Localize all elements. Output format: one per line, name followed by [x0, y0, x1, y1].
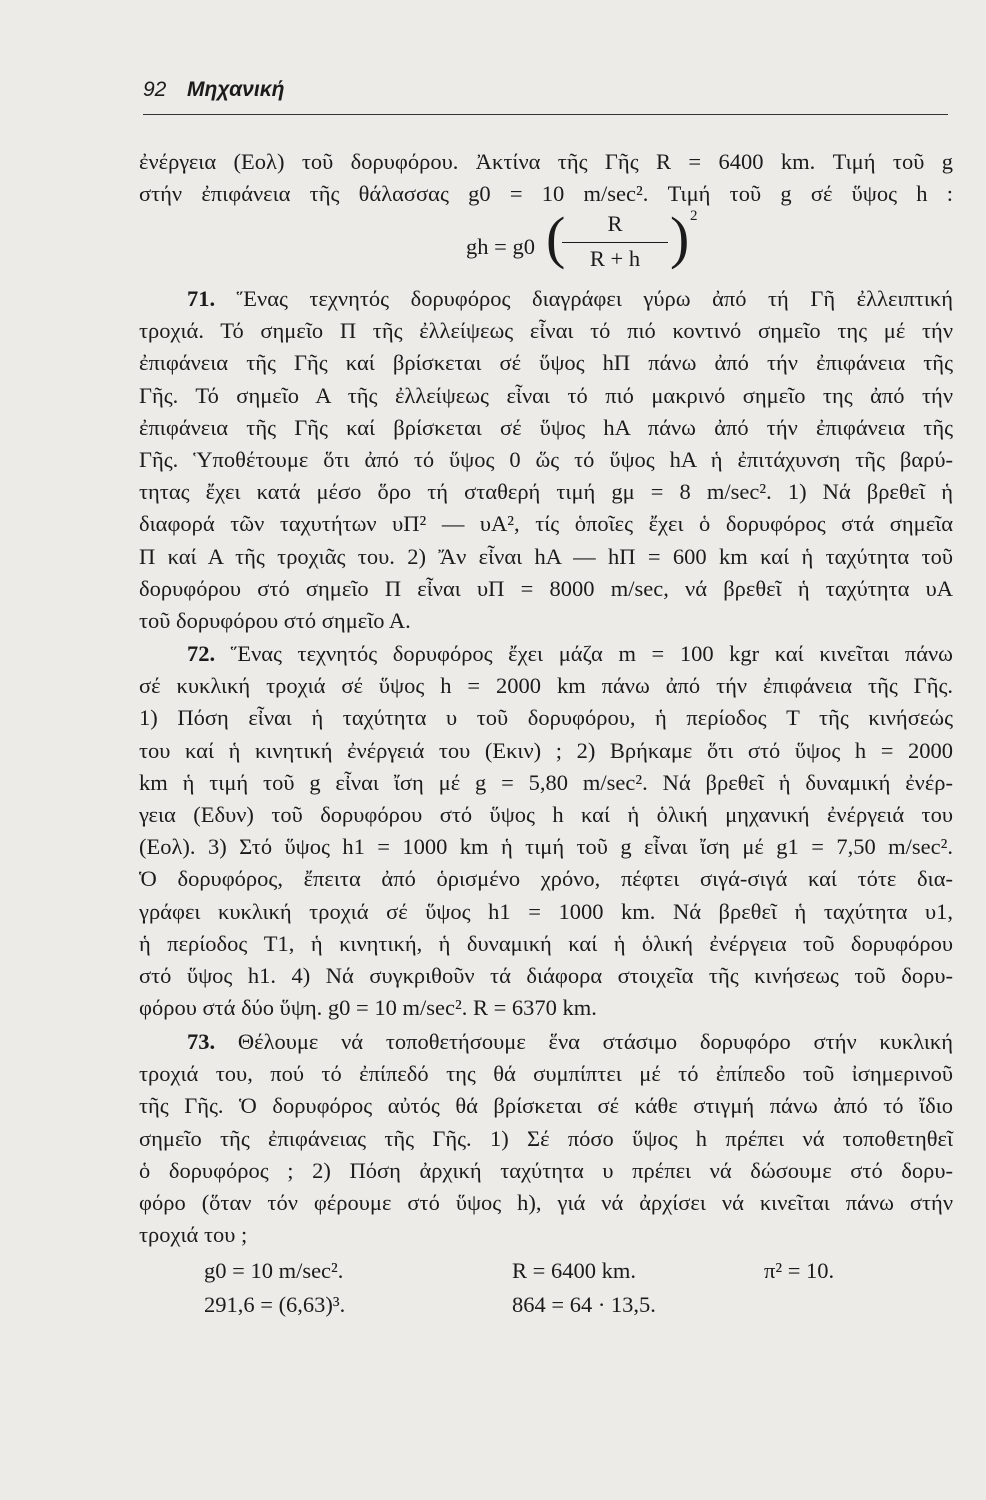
problem-number: 71.: [187, 286, 216, 311]
text-line: τροχιά του, πού τό ἐπίπεδό της θά συμπίπτει μέ τό ἐπίπεδο τοῦ ἰσημερινοῦ: [139, 1061, 953, 1087]
given-g0: g0 = 10 m/sec².: [204, 1258, 344, 1283]
text-line: 73. Θέλουμε νά τοποθετήσουμε ἕνα στάσιμο δορυφόρο στήν κυκλική: [187, 1029, 954, 1054]
text-line: φόρο (ὅταν τόν φέρουμε στό ὕψος h), γιά νά ἀρχίσει νά κινεῖται πάνω στήν: [139, 1189, 953, 1215]
text-line: Γῆς. Ὑποθέτουμε ὅτι ἀπό τό ὕψος 0 ὥς τό ὕψος hA ἡ ἐπιτάχυνση τῆς βαρύ-: [139, 446, 953, 472]
running-title: Μηχανική: [187, 78, 285, 101]
text-line: δορυφόρου στό σημεῖο Π εἶναι υΠ = 8000 m/sec, νά βρεθεῖ ἡ ταχύτητα υA: [139, 575, 953, 601]
fraction-bar: [562, 242, 668, 243]
text-line: km ἡ τιμή τοῦ g εἶναι ἴση μέ g = 5,80 m/sec². Νά βρεθεῖ ἡ δυναμική ἐνέρ-: [139, 769, 953, 795]
right-paren: ): [670, 205, 690, 270]
text-line: ἡ περίοδος T1, ἡ κινητική, ἡ δυναμική καί ἡ ὁλική ἐνέργεια τοῦ δορυφόρου: [139, 930, 953, 956]
text-line: 72. Ἕνας τεχνητός δορυφόρος ἔχει μάζα m = 100 kgr καί κινεῖται πάνω: [187, 641, 953, 666]
fraction-numerator: R: [607, 211, 623, 236]
problem-72: [139, 638, 953, 1024]
page-header: [143, 74, 948, 115]
text-line: στήν ἐπιφάνεια τῆς θάλασσας g0 = 10 m/sec². Τιμή τοῦ g σέ ὕψος h :: [139, 181, 953, 207]
text-line: σημεῖο τῆς ἐπιφάνειας τῆς Γῆς. 1) Σέ πόσο ὕψος h πρέπει νά τοποθετηθεῖ: [139, 1125, 953, 1151]
text-line: φόρου στά δύο ὕψη. g0 = 10 m/sec². R = 6370 km.: [139, 995, 597, 1021]
text-line: τοῦ δορυφόρου στό σημεῖο Α.: [139, 607, 411, 633]
text-line: τροχιά του ;: [139, 1222, 248, 1248]
text-line: σέ κυκλική τροχιά σέ ὕψος h = 2000 km πάνω ἀπό τήν ἐπιφάνεια τῆς Γῆς.: [139, 673, 953, 699]
fraction-denominator: R + h: [589, 246, 641, 271]
problem-73: [139, 1026, 953, 1251]
given-cube-root: 291,6 = (6,63)³.: [204, 1292, 346, 1317]
given-radius: R = 6400 km.: [512, 1258, 636, 1283]
given-product: 864 = 64 · 13,5.: [512, 1292, 656, 1317]
formula-fraction: [562, 208, 668, 273]
text-line: διαφορά τῶν ταχυτήτων υΠ² — υA², τίς ὁποῖες ἔχει ὁ δορυφόρος στά σημεῖα: [139, 511, 953, 537]
text-line: 71. Ἕνας τεχνητός δορυφόρος διαγράφει γύρω ἀπό τή Γῆ ἐλλειπτική: [187, 286, 954, 311]
text-line: τητας ἔχει κατά μέσο ὅρο τή σταθερή τιμή gμ = 8 m/sec². 1) Νά βρεθεῖ ἡ: [139, 479, 953, 505]
text-line: γράφει κυκλική τροχιά σέ ὕψος h1 = 1000 km. Νά βρεθεῖ ἡ ταχύτητα υ1,: [139, 898, 953, 924]
text-line: ὁ δορυφόρος ; 2) Πόση ἀρχική ταχύτητα υ πρέπει νά δώσουμε στό δορυ-: [139, 1157, 953, 1183]
text-line: στό ὕψος h1. 4) Νά συγκριθοῦν τά διάφορα στοιχεῖα τῆς κινήσεως τοῦ δορυ-: [139, 962, 953, 988]
problem-number: 72.: [187, 641, 216, 666]
text-line: ἐπιφάνεια τῆς Γῆς καί βρίσκεται σέ ὕψος hA πάνω ἀπό τήν ἐπιφάνεια τῆς: [139, 414, 953, 440]
problem-71: [139, 283, 953, 637]
intro-paragraph: [139, 146, 953, 210]
text-line: γεια (Eδυν) τοῦ δορυφόρου στό ὕψος h καί ἡ ὁλική μηχανική ἐνέργειά του: [139, 801, 953, 827]
formula-lhs: gh = g0: [466, 234, 535, 259]
text-line: 1) Πόση εἶναι ἡ ταχύτητα υ τοῦ δορυφόρου, ἡ περίοδος T τῆς κινήσεώς: [139, 705, 953, 731]
text-line: Γῆς. Τό σημεῖο Α τῆς ἐλλείψεως εἶναι τό πιό μακρινό σημεῖο της ἀπό τήν: [139, 382, 953, 408]
text-line: ἐπιφάνεια τῆς Γῆς καί βρίσκεται σέ ὕψος hΠ πάνω ἀπό τήν ἐπιφάνεια τῆς: [139, 350, 953, 376]
page-number: 92: [143, 78, 167, 101]
text-line: Π καί Α τῆς τροχιᾶς του. 2) Ἄν εἶναι hA — hΠ = 600 km καί ἡ ταχύτητα τοῦ: [139, 543, 953, 569]
text-line: τροχιά. Τό σημεῖο Π τῆς ἐλλείψεως εἶναι τό πιό κοντινό σημεῖο της μέ τήν: [139, 318, 953, 344]
text-line: τῆς Γῆς. Ὁ δορυφόρος αὐτός θά βρίσκεται σέ κάθε στιγμή πάνω ἀπό τό ἴδιο: [139, 1093, 953, 1119]
text-line: του καί ἡ κινητική ἐνέργειά του (Eκιν) ; 2) Βρήκαμε ὅτι στό ὕψος h = 2000: [139, 737, 953, 763]
given-pi-squared: π² = 10.: [764, 1258, 835, 1283]
problem-number: 73.: [187, 1029, 216, 1054]
formula-exponent: 2: [690, 208, 698, 224]
text-line: ἐνέργεια (Eολ) τοῦ δορυφόρου. Ἀκτίνα τῆς Γῆς R = 6400 km. Τιμή τοῦ g: [139, 149, 953, 174]
text-line: Ὁ δορυφόρος, ἔπειτα ἀπό ὁρισμένο χρόνο, πέφτει σιγά-σιγά καί τότε δια-: [139, 866, 953, 892]
left-paren: (: [546, 205, 566, 270]
text-line: (Eολ). 3) Στό ὕψος h1 = 1000 km ἡ τιμή τοῦ g εἶναι ἴση μέ g1 = 7,50 m/sec².: [139, 834, 953, 860]
